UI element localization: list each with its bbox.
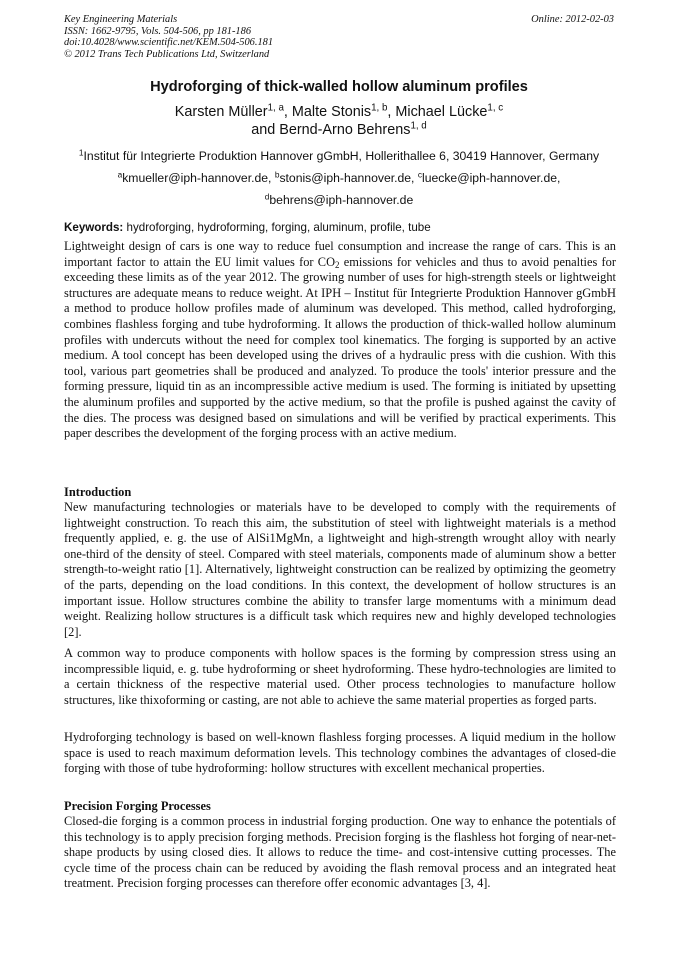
journal-header — [64, 14, 273, 60]
keywords — [64, 221, 616, 234]
email-link[interactable]: stonis@iph-hannover.de, — [279, 171, 418, 185]
author-sup: 1, a — [267, 102, 284, 114]
email-line-1 — [0, 171, 678, 185]
author-conjunction: and — [251, 121, 280, 138]
author-separator: , — [283, 104, 292, 120]
copyright-line: © 2012 Trans Tech Publications Ltd, Switzerland — [64, 48, 270, 60]
section-heading-precision-forging: Precision Forging Processes — [64, 799, 211, 813]
author-name: Michael Lücke — [395, 104, 488, 120]
author-sup: 1, b — [371, 102, 388, 114]
author-list — [0, 104, 678, 139]
email-link[interactable]: behrens@iph-hannover.de — [269, 193, 414, 207]
email-sup: b — [274, 169, 280, 180]
intro-paragraph-2: A common way to produce components with hollow spaces is the forming by compression stress using an incompressible liquid, e. g. tube hydroforming or sheet hydroforming. These hydro-technologies are limited to a certain thickness of the respective material used. Other process technologies to manufacture hollow structures, like thixoforming or casting, are not able to achieve the same material properties as forged parts. — [64, 646, 616, 707]
journal-name: Key Engineering Materials — [64, 14, 178, 25]
intro-paragraph-3: Hydroforging technology is based on well-known flashless forging processes. A liquid medium in the hollow space is used to reach maximum deformation levels. This technology combines the advantages of closed-die forging with those of tube hydroforming: hollow structures with excellent mechanical properties. — [64, 730, 616, 776]
author-name: Malte Stonis — [291, 104, 372, 120]
author-sup: 1, d — [410, 120, 427, 132]
abstract-paragraph — [64, 239, 616, 442]
online-date: Online: 2012-02-03 — [531, 14, 614, 25]
affiliation — [0, 149, 678, 163]
author-sup: 1, c — [487, 102, 504, 114]
email-sup: c — [417, 169, 422, 180]
email-link[interactable]: kmueller@iph-hannover.de, — [122, 171, 275, 185]
author-separator: , — [387, 104, 396, 120]
affiliation-text: Institut für Integrierte Produktion Hannover gGmbH, Hollerithallee 6, 30419 Hannover, Germany — [83, 149, 600, 163]
author-line-2 — [0, 122, 678, 140]
issn-line: ISSN: 1662-9795, Vols. 504-506, pp 181-186 — [64, 25, 252, 37]
precision-paragraph-1: Closed-die forging is a common process in industrial forging production. One way to enhance the potentials of this technology is to apply precision forging methods. Precision forging is the flashless hot forging of near-net-shape products by using closed dies. It allows to reduce the time- and cost-intensive cutting processes. The cycle time of the process chain can be reduced by avoiding the flash removal process and an integrated heat treatment. Precision forging processes can therefore offer economic advantages [3, 4]. — [64, 814, 616, 891]
keywords-text: hydroforging, hydroforming, forging, aluminum, profile, tube — [123, 221, 431, 234]
section-heading-introduction: Introduction — [64, 485, 132, 499]
abstract-text-1: Lightweight design of cars is one way to reduce fuel consumption and increase the range of cars. This is an important factor to attain the EU limit values for CO — [64, 239, 616, 269]
affiliation-sup: 1 — [78, 147, 84, 158]
email-sup: a — [117, 169, 123, 180]
keywords-label: Keywords: — [64, 221, 124, 234]
abstract-subscript: 2 — [335, 259, 340, 270]
author-line-1 — [0, 104, 678, 122]
intro-paragraph-1: New manufacturing technologies or materials have to be developed to comply with the requirements of lightweight construction. To reach this aim, the substitution of steel with lightweight materials is a method frequently applied, e. g. the use of AlSi1MgMn, a lightweight and high-strength wrought alloy with nearly one-third of the density of steel. Compared with steel materials, components made of aluminum show a better strength-to-weight ratio [1]. Alternatively, lightweight construction can be realized by optimizing the geometry of the parts, depending on the load conditions. In this context, the development of hollow structures is an important issue. Hollow structures combine the ability to transfer large momentums with a minimum dead weight. Realizing hollow structures is a difficult task which requires new and highly developed technologies [2]. — [64, 500, 616, 639]
email-link[interactable]: luecke@iph-hannover.de, — [421, 171, 561, 185]
doi-line: doi:10.4028/www.scientific.net/KEM.504-506.181 — [64, 37, 274, 49]
paper-title: Hydroforging of thick-walled hollow aluminum profiles — [150, 79, 528, 95]
email-line-2 — [0, 193, 678, 207]
author-name: Bernd-Arno Behrens — [279, 121, 411, 138]
email-sup: d — [264, 191, 270, 202]
author-name: Karsten Müller — [174, 104, 268, 120]
abstract-text-2: emissions for vehicles and thus to avoid penalties for exceeding these limits as of the year 2012. The growing number of uses for high-strength steels or lightweight structures are adequate means to reduce weight. At IPH – Institut für Integrierte Produktion Hannover gGmbH a method to produce hollow profiles made of aluminum was developed. This method, called hydroforging, combines flashless forging and tube hydroforming. It allows the production of thick-walled hollow aluminum profiles with undercuts without the need for complex tool kinematics. The forging is supported by an active medium. A tool concept has been developed using the drives of a hydraulic press with die cushion. With this tool, various part geometries shall be produced and analyzed. To produce the tools' interior pressure and the forming pressure, liquid tin as an incompressible active medium is used. The forming is initiated by upsetting the aluminum profiles and supported by the active medium, so that the profile is pushed against the cavity of the dies. The process was designed based on simulations and will be verified by practical experiments. This paper describes the development of the forging process with an active medium. — [64, 254, 616, 441]
